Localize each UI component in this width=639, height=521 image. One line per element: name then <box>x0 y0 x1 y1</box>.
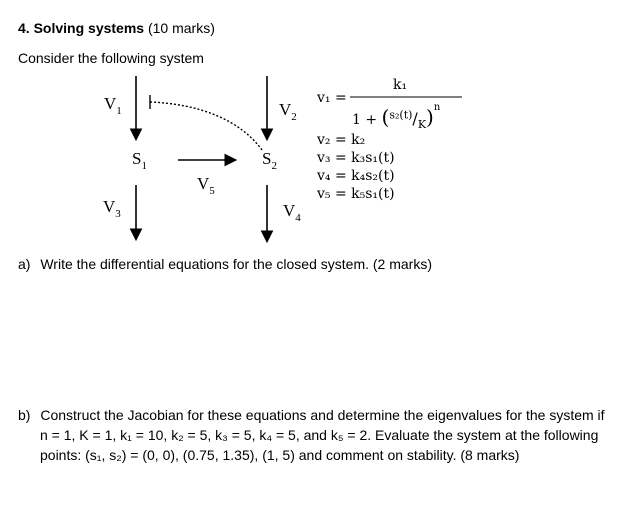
equation-v5: v₅ = k₅s₁(t) <box>317 186 395 202</box>
equation-v1-lhs: v₁ = <box>317 90 347 106</box>
question-intro: Consider the following system <box>18 50 204 66</box>
equation-v2: v₂ = k₂ <box>317 132 366 148</box>
part-b-line1: Construct the Jacobian for these equations and determine the eigenvalues for the system if <box>40 407 605 423</box>
part-b-line2: n = 1, K = 1, k₁ = 10, k₂ = 5, k₃ = 5, k₄ = 5, and k₅ = 2. Evaluate the system at the following <box>40 427 599 443</box>
label-v3: $V_3$ <box>103 197 121 220</box>
fraction-bar <box>350 95 465 99</box>
part-a <box>18 256 432 272</box>
part-a-label: a) <box>18 256 31 272</box>
question-title: Solving systems <box>33 20 145 36</box>
equation-v1-denominator: $1 + (^{s_2(t)}/_K)^n$ <box>352 102 441 131</box>
inhibition-dotted-curve <box>150 102 262 150</box>
label-v4: $V_4$ <box>283 201 301 224</box>
part-b-line3: points: (s₁, s₂) = (0, 0), (0.75, 1.35), (1, 5) and comment on stability. (8 marks) <box>40 447 520 463</box>
equation-v4: v₄ = k₄s₂(t) <box>317 168 395 184</box>
question-number: 4. <box>18 20 30 36</box>
question-marks: (10 marks) <box>147 20 215 36</box>
equation-v1-numerator: k₁ <box>393 77 408 93</box>
label-v1: $V_1$ <box>104 94 122 117</box>
label-s1: $S_1$ <box>132 149 147 172</box>
label-s2: $S_2$ <box>262 149 277 172</box>
equation-v3: v₃ = k₃s₁(t) <box>317 150 395 166</box>
label-v5: $V_5$ <box>197 174 215 197</box>
part-b <box>18 405 630 465</box>
label-v2: $V_2$ <box>279 100 297 123</box>
part-b-label: b) <box>18 407 31 423</box>
part-a-text: Write the differential equations for the closed system. (2 marks) <box>40 256 432 272</box>
